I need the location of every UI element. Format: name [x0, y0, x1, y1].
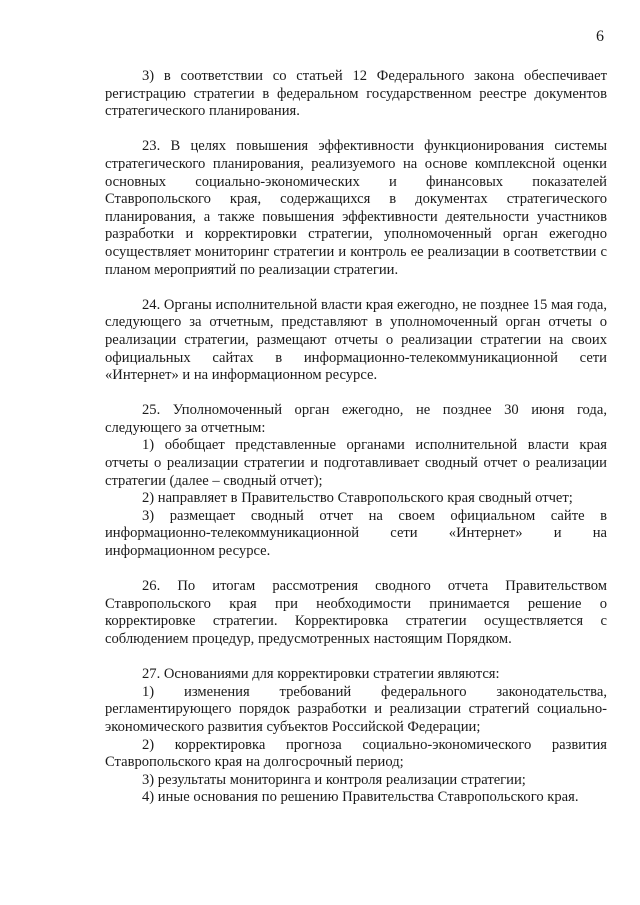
paragraph-27-item-4: 4) иные основания по решению Правительства Ставропольского края.	[142, 789, 579, 806]
paragraph-22-item-3: 3) в соответствии со статьей 12 Федерального закона обеспечивает регистрацию стратегии в федеральном государственном реестре документов стратегического планирования.	[105, 68, 607, 120]
paragraph-27-item-2: 2) корректировка прогноза социально-экономического развития Ставропольского края на долгосрочный период;	[105, 736, 607, 771]
paragraph-25-item-2: 2) направляет в Правительство Ставропольского края сводный отчет;	[142, 490, 573, 507]
paragraph-25-item-1: 1) обобщает представленные органами исполнительной власти края отчеты о реализации стратегии и подготавливает сводный отчет о реализации стратегии (далее – сводный отчет);	[105, 437, 607, 489]
paragraph-27: 27. Основаниями для корректировки стратегии являются:	[142, 666, 500, 683]
page-number: 6	[596, 28, 604, 45]
paragraph-25: 25. Уполномоченный орган ежегодно, не позднее 30 июня года, следующего за отчетным:	[105, 402, 607, 436]
paragraph-27-item-1: 1) изменения требований федерального законодательства, регламентирующего порядок разработки и реализации стратегий социально-экономического развития субъектов Российской Федерации;	[105, 683, 607, 735]
paragraph-26: 26. По итогам рассмотрения сводного отчета Правительством Ставропольского края при необходимости принимается решение о корректировке стратегии. Корректировка стратегии осуществляется с соблюдением процедур, предусмотренных настоящим Порядком.	[105, 578, 607, 647]
paragraph-24: 24. Органы исполнительной власти края ежегодно, не позднее 15 мая года, следующего за отчетным, представляют в уполномоченный орган отчеты о реализации стратегии, размещают отчеты о реализации стратегии на своих официальных сайтах в информационно-телекоммуникационной сети «Интернет» и на информационном ресурсе.	[105, 296, 607, 384]
paragraph-27-item-3: 3) результаты мониторинга и контроля реализации стратегии;	[142, 771, 526, 788]
paragraph-23: 23. В целях повышения эффективности функционирования системы стратегического планирования, реализуемого на основе комплексной оценки основных социально-экономических и финансовых показателей Ставропольского края, содержащихся в документах стратегического планирования, а также повышения эффективности деятельности участников разработки и корректировки стратегии, уполномоченный орган ежегодно осуществляет мониторинг стратегии и контроль ее реализации в соответствии с планом мероприятий по реализации стратегии.	[105, 138, 607, 278]
paragraph-25-item-3: 3) размещает сводный отчет на своем официальном сайте в информационно-телекоммуникационной сети «Интернет» и на информационном ресурсе.	[105, 507, 607, 560]
document-body	[105, 68, 607, 807]
